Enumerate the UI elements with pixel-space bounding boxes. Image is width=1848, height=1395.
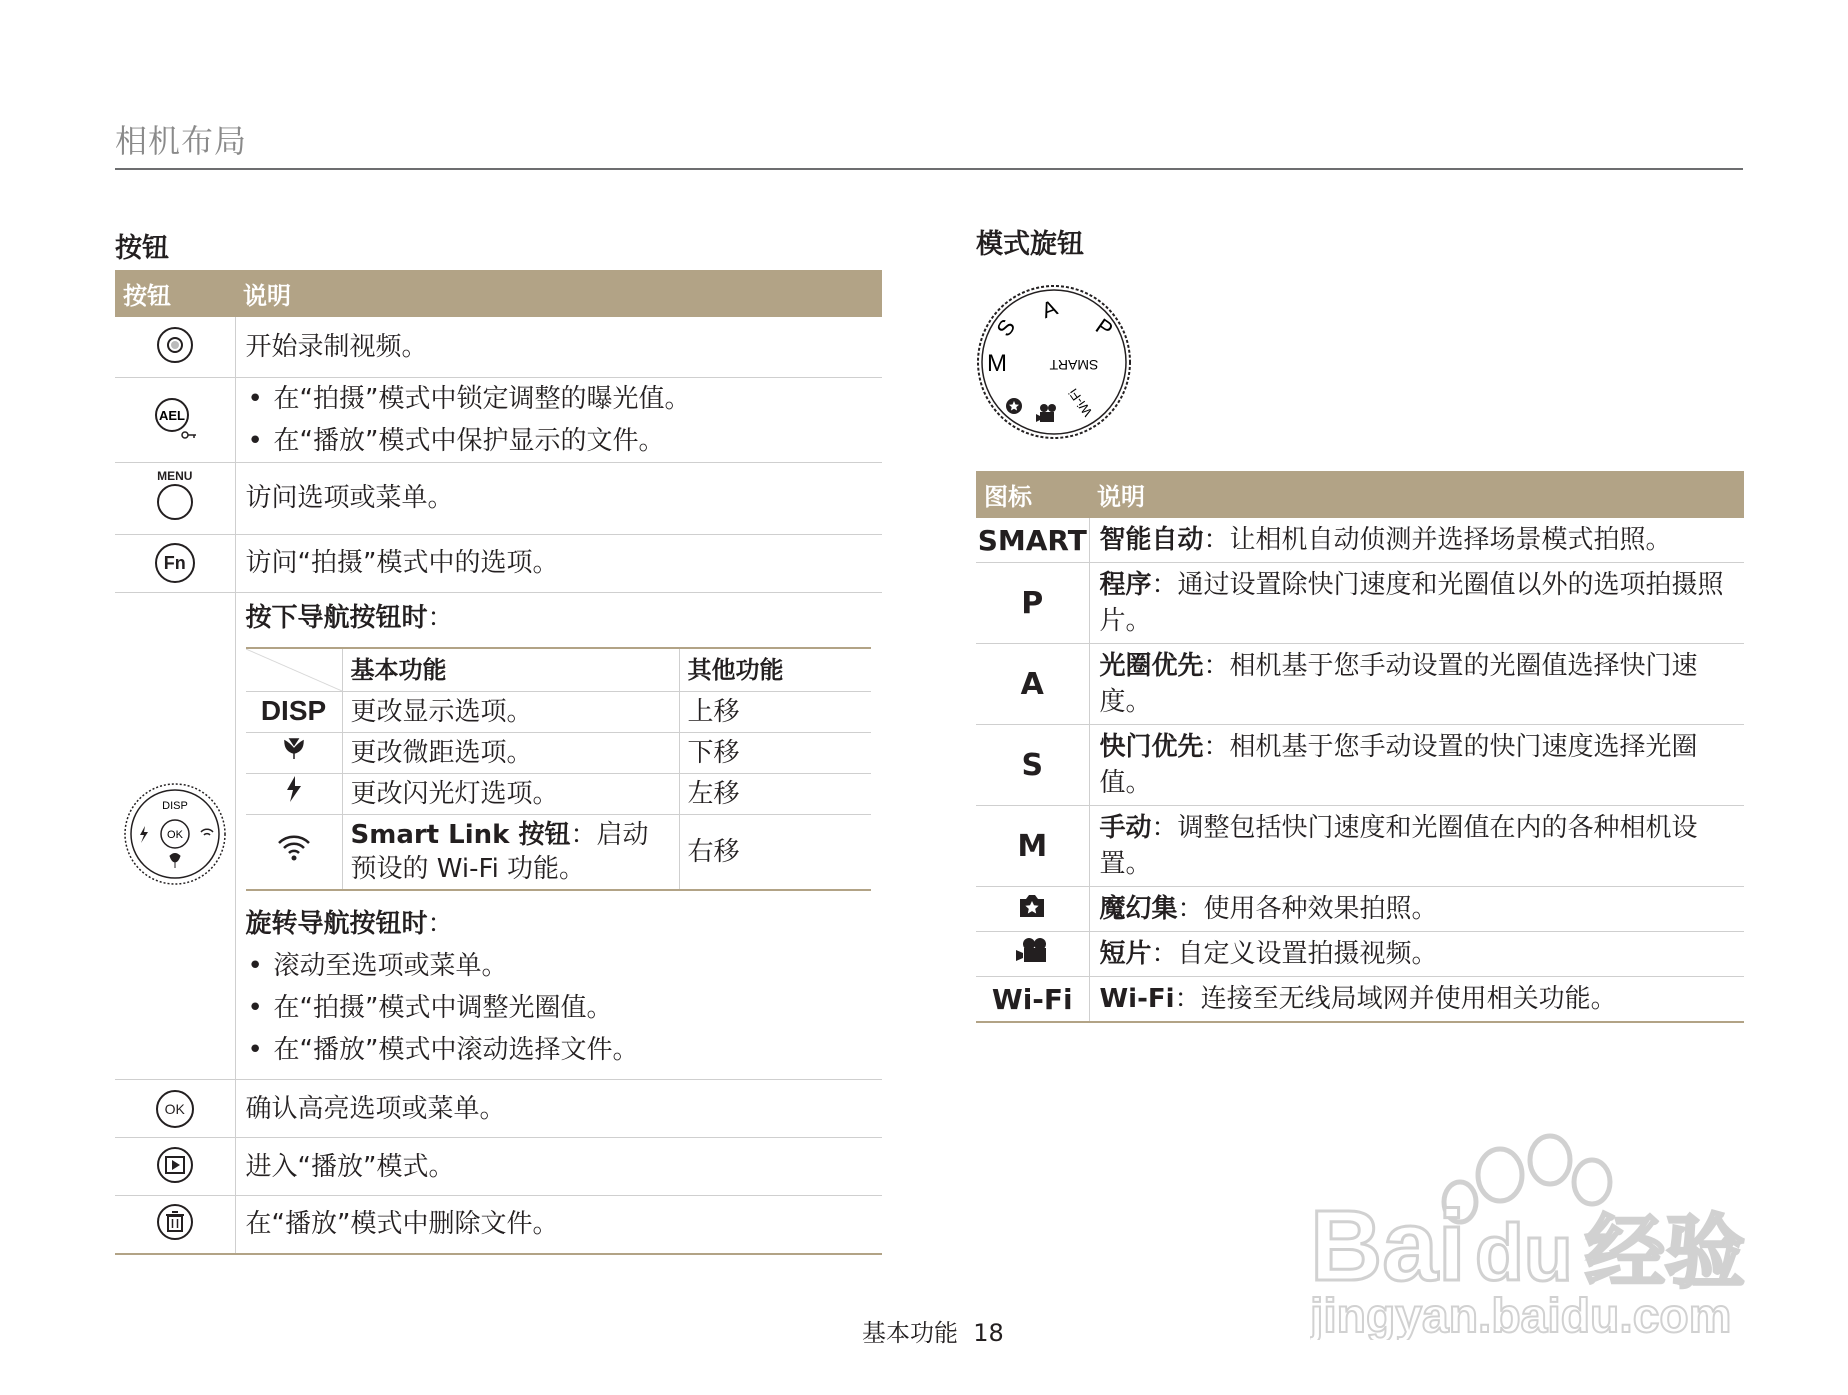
macro-icon bbox=[246, 732, 343, 773]
basic-cell: 启动预设的 Wi-Fi 功能。 bbox=[350, 819, 649, 884]
fn-icon: Fn bbox=[115, 534, 235, 592]
row-desc: 访问“拍摄”模式中的选项。 bbox=[245, 548, 559, 578]
dial-label-p: P bbox=[1091, 313, 1118, 343]
mode-term: 魔幻集 bbox=[1099, 894, 1178, 924]
list-item: • 在“拍摄”模式中锁定调整的曝光值。 bbox=[246, 378, 873, 420]
wifi-mode-icon: Wi-Fi bbox=[991, 982, 1073, 1016]
table-row: S 快门优先：相机基于您手动设置的快门速度选择光圈值。 bbox=[976, 725, 1744, 806]
mode-desc: 相机基于您手动设置的光圈值选择快门速度。 bbox=[1099, 651, 1698, 717]
dial-disp-label: DISP bbox=[161, 799, 188, 812]
page-number: 18 bbox=[973, 1319, 1004, 1347]
mode-desc: 通过设置除快门速度和光圈值以外的选项拍摄照片。 bbox=[1099, 570, 1724, 636]
flash-icon bbox=[246, 773, 343, 814]
mode-term: 手动 bbox=[1099, 813, 1152, 843]
other-cell: 下移 bbox=[679, 732, 871, 773]
table-row bbox=[115, 377, 882, 462]
mode-desc: 调整包括快门速度和光圈值在内的各种相机设置。 bbox=[1099, 813, 1698, 879]
page-title: 相机布局 bbox=[115, 116, 1743, 170]
ael-key-icon bbox=[115, 377, 235, 462]
ok-icon: OK bbox=[115, 1080, 235, 1138]
row-desc: 开始录制视频。 bbox=[245, 331, 428, 362]
list-item: • 滚动至选项或菜单。 bbox=[246, 945, 873, 987]
nav-dial-icon bbox=[115, 592, 235, 1080]
page-footer bbox=[862, 1313, 1004, 1348]
watermark-bai: Bai bbox=[1310, 1190, 1466, 1302]
program-mode-icon: P bbox=[1021, 585, 1044, 621]
press-title: 按下导航按钮时 bbox=[245, 602, 428, 633]
buttons-section-title: 按钮 bbox=[115, 233, 169, 264]
dial-label-s: S bbox=[991, 314, 1021, 341]
table-row: 魔幻集：使用各种效果拍照。 bbox=[976, 887, 1744, 932]
mode-desc: 使用各种效果拍照。 bbox=[1203, 894, 1438, 924]
list-item: • 在“拍摄”模式中调整光圈值。 bbox=[246, 987, 873, 1029]
col-desc-header: 说明 bbox=[235, 270, 882, 317]
movie-camera-icon bbox=[976, 932, 1089, 977]
menu-icon-label: MENU bbox=[157, 469, 193, 483]
table-row bbox=[115, 462, 882, 534]
mode-table bbox=[976, 471, 1744, 1023]
col-desc-header: 说明 bbox=[1089, 471, 1744, 518]
col-basic-header: 基本功能 bbox=[342, 648, 679, 692]
row-desc: 在“播放”模式中删除文件。 bbox=[245, 1209, 559, 1240]
col-icon-header: 图标 bbox=[976, 471, 1089, 518]
smart-mode-icon: SMART bbox=[977, 523, 1087, 557]
table-row bbox=[115, 317, 882, 377]
mode-term: 短片 bbox=[1099, 939, 1152, 969]
row-desc: 进入“播放”模式。 bbox=[245, 1151, 455, 1182]
mode-desc: 让相机自动侦测并选择场景模式拍照。 bbox=[1229, 525, 1672, 555]
disp-key: DISP bbox=[260, 695, 327, 726]
dial-label-a: A bbox=[1038, 294, 1061, 324]
list-item: • 在“播放”模式中保护显示的文件。 bbox=[246, 420, 873, 462]
buttons-table bbox=[115, 270, 882, 1255]
footer-section: 基本功能 bbox=[862, 1319, 958, 1347]
table-row: SMART 智能自动：让相机自动侦测并选择场景模式拍照。 bbox=[976, 518, 1744, 563]
magic-frame-icon bbox=[976, 887, 1089, 932]
mode-section-title: 模式旋钮 bbox=[976, 229, 1084, 260]
other-cell: 右移 bbox=[679, 814, 871, 890]
col-other-header: 其他功能 bbox=[679, 648, 871, 692]
rotate-bullets bbox=[246, 945, 873, 1071]
table-row bbox=[246, 691, 871, 732]
manual-mode-icon: M bbox=[1017, 828, 1048, 864]
table-row: A 光圈优先：相机基于您手动设置的光圈值选择快门速度。 bbox=[976, 644, 1744, 725]
other-cell: 上移 bbox=[679, 691, 871, 732]
table-row bbox=[115, 1196, 882, 1254]
mode-desc: 相机基于您手动设置的快门速度选择光圈值。 bbox=[1099, 732, 1698, 798]
basic-cell: 更改显示选项。 bbox=[342, 691, 679, 732]
table-row: Wi-Fi Wi-Fi：连接至无线局域网并使用相关功能。 bbox=[976, 977, 1744, 1023]
svg-text:AEL: AEL bbox=[158, 407, 185, 423]
other-cell: 左移 bbox=[679, 773, 871, 814]
table-row: P 程序：通过设置除快门速度和光圈值以外的选项拍摄照片。 bbox=[976, 563, 1744, 644]
basic-cell: 更改闪光灯选项。 bbox=[342, 773, 679, 814]
col-button-header: 按钮 bbox=[115, 270, 235, 317]
list-item: • 在“播放”模式中滚动选择文件。 bbox=[246, 1029, 873, 1071]
table-row bbox=[246, 732, 871, 773]
mode-term: 快门优先 bbox=[1099, 732, 1204, 762]
dial-ok-label: OK bbox=[166, 828, 183, 841]
aperture-mode-icon: A bbox=[1020, 666, 1044, 702]
table-row: M 手动：调整包括快门速度和光圈值在内的各种相机设置。 bbox=[976, 806, 1744, 887]
mode-desc: 连接至无线局域网并使用相关功能。 bbox=[1200, 984, 1617, 1014]
table-row: OK DISP 按下导航按钮时： 基本功能 其他功能 DISP 更改显示选项。 上移 更改微距选项。 下移 更改闪光灯选项。 左移 Smart Link 按钮：启动预设的 Wi-Fi 功能。 右移 旋转导航按钮时： • 滚动至选项或菜单。 • 在“拍摄”模式中调整光圈值。 • 在“播放”模式中滚动选择文件。 bbox=[115, 592, 882, 1080]
mode-dial-illustration bbox=[974, 282, 1134, 442]
ael-bullets bbox=[246, 378, 873, 462]
dial-label-smart: SMART bbox=[1049, 357, 1099, 373]
shutter-mode-icon: S bbox=[1021, 747, 1044, 783]
mode-term: 智能自动 bbox=[1099, 525, 1204, 555]
record-icon bbox=[115, 317, 235, 377]
play-icon bbox=[115, 1138, 235, 1196]
basic-cell: 更改微距选项。 bbox=[342, 732, 679, 773]
table-row bbox=[115, 1080, 882, 1138]
table-row bbox=[115, 1138, 882, 1196]
trash-icon bbox=[115, 1196, 235, 1254]
row-desc: 访问选项或菜单。 bbox=[245, 483, 454, 513]
watermark-url: jingyan.baidu.com bbox=[1310, 1290, 1732, 1340]
baidu-watermark bbox=[1310, 1120, 1750, 1340]
row-desc: 确认高亮选项或菜单。 bbox=[245, 1093, 506, 1124]
menu-icon bbox=[115, 462, 235, 534]
wifi-icon bbox=[246, 814, 343, 890]
nav-table bbox=[246, 647, 871, 892]
dial-label-m: M bbox=[987, 350, 1007, 377]
table-row bbox=[115, 534, 882, 592]
mode-term: 光圈优先 bbox=[1099, 651, 1204, 681]
table-row: 短片：自定义设置拍摄视频。 bbox=[976, 932, 1744, 977]
table-row bbox=[246, 773, 871, 814]
mode-term: 程序 bbox=[1099, 570, 1152, 600]
watermark-jingyan: 经验 bbox=[1585, 1206, 1745, 1299]
mode-desc: 自定义设置拍摄视频。 bbox=[1177, 939, 1438, 969]
table-row: Smart Link 按钮：启动预设的 Wi-Fi 功能。 右移 bbox=[246, 814, 871, 890]
mode-term: Wi-Fi bbox=[1099, 984, 1175, 1014]
nav-corner-cell bbox=[246, 648, 343, 692]
dial-label-wifi: Wi-Fi bbox=[1065, 385, 1096, 420]
smart-link-label: Smart Link 按钮 bbox=[350, 819, 571, 850]
watermark-du: du bbox=[1475, 1208, 1573, 1297]
rotate-title: 旋转导航按钮时 bbox=[245, 909, 428, 939]
